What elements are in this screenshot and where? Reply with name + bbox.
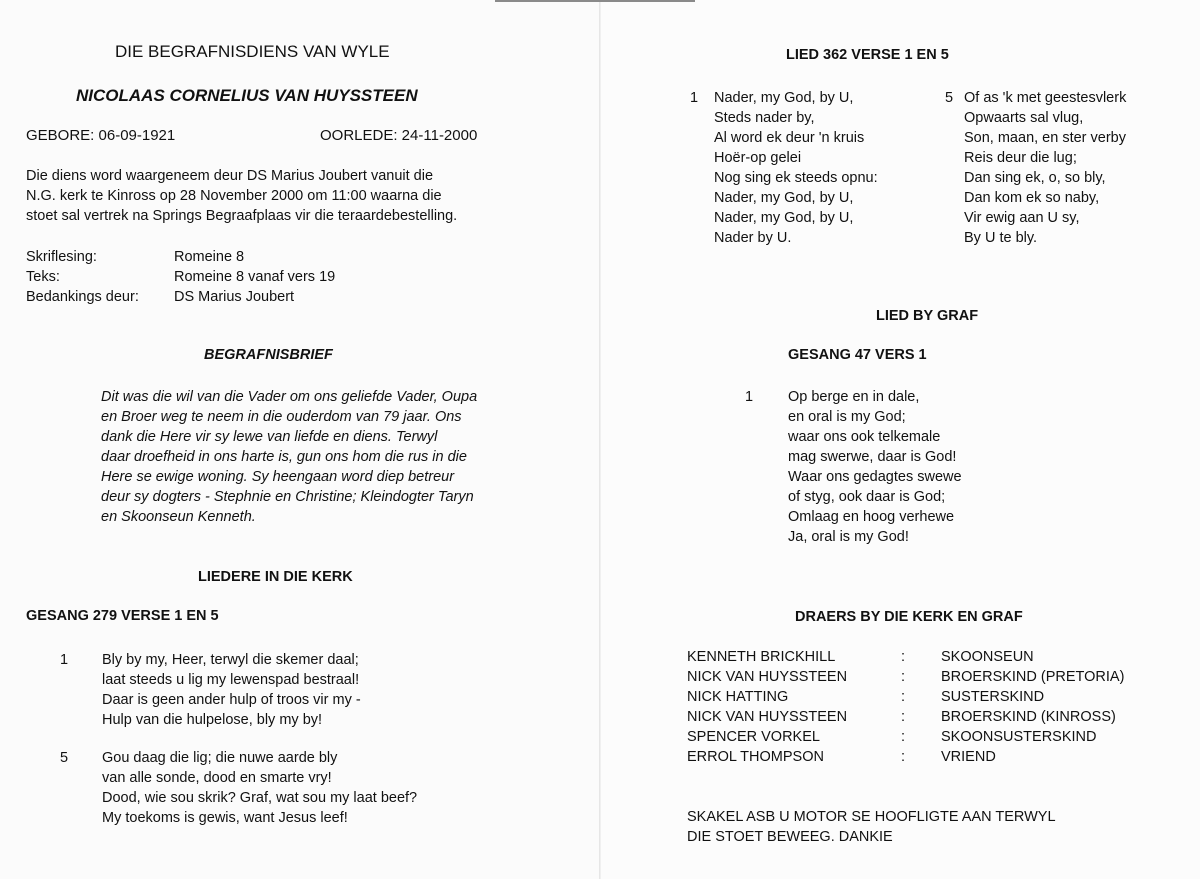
- text-label: Teks:: [26, 269, 60, 285]
- verse-line: Ja, oral is my God!: [788, 529, 909, 545]
- thanks-label: Bedankings deur:: [26, 289, 139, 305]
- verse-1-number: 1: [60, 652, 69, 668]
- top-edge-mark: [495, 0, 695, 2]
- lied-verse-1-number: 1: [690, 90, 699, 106]
- grave-song-heading: LIED BY GRAF: [876, 308, 979, 324]
- verse-line: Al word ek deur 'n kruis: [714, 130, 865, 146]
- closing-notice: [687, 807, 1056, 847]
- lied-verse-5-number: 5: [945, 90, 954, 106]
- verse-line: en oral is my God;: [788, 409, 906, 425]
- letter-line: en Skoonseun Kenneth.: [101, 509, 256, 525]
- birth-date: GEBORE: 06-09-1921: [26, 127, 176, 144]
- letter-line: en Broer weg te neem in die ouderdom van 79 jaar. Ons: [101, 409, 462, 425]
- closing-line: SKAKEL ASB U MOTOR SE HOOFLIGTE AAN TERWYL: [687, 809, 1056, 825]
- verse-line: Of as 'k met geestesvlerk: [964, 90, 1127, 106]
- service-line: Die diens word waargeneem deur DS Marius Joubert vanuit die: [26, 168, 434, 184]
- thanks-value: DS Marius Joubert: [174, 289, 295, 305]
- verse-line: Nader, my God, by U,: [714, 90, 854, 106]
- gesang-47-verse-1: [788, 387, 962, 547]
- verse-line: laat steeds u lig my lewenspad bestraal!: [102, 672, 360, 688]
- church-songs-heading: LIEDERE IN DIE KERK: [198, 569, 353, 585]
- verse-line: waar ons ook telkemale: [788, 429, 941, 445]
- verse-5-number: 5: [60, 750, 69, 766]
- bearer-name: SPENCER VORKEL: [687, 729, 820, 745]
- verse-line: Hoër-op gelei: [714, 150, 802, 166]
- verse-line: Nader, my God, by U,: [714, 190, 854, 206]
- page-fold: [599, 0, 601, 879]
- verse-line: Dan sing ek, o, so bly,: [964, 170, 1106, 186]
- verse-line: Dood, wie sou skrik? Graf, wat sou my laat beef?: [102, 790, 418, 806]
- letter-heading: BEGRAFNISBRIEF: [204, 347, 333, 363]
- service-info: [26, 166, 457, 226]
- letter-line: dank die Here vir sy lewe van liefde en diens. Terwyl: [101, 429, 438, 445]
- verse-line: Nader, my God, by U,: [714, 210, 854, 226]
- letter-line: daar droefheid in ons harte is, gun ons hom die rus in die: [101, 449, 467, 465]
- scripture-label: Skriflesing:: [26, 249, 97, 265]
- verse-line: Nader by U.: [714, 230, 792, 246]
- bearer-relation: SKOONSUSTERSKIND: [941, 729, 1097, 745]
- verse-line: Reis deur die lug;: [964, 150, 1077, 166]
- bearers-heading: DRAERS BY DIE KERK EN GRAF: [795, 609, 1023, 625]
- bearer-relation: BROERSKIND (KINROSS): [941, 709, 1116, 725]
- verse-line: Op berge en in dale,: [788, 389, 920, 405]
- lied-362-verse-1: [714, 88, 878, 248]
- verse-line: mag swerwe, daar is God!: [788, 449, 957, 465]
- verse-line: of styg, ook daar is God;: [788, 489, 946, 505]
- letter-line: Here se ewige woning. Sy heengaan word diep betreur: [101, 469, 455, 485]
- verse-line: Son, maan, en ster verby: [964, 130, 1126, 146]
- text-value: Romeine 8 vanaf vers 19: [174, 269, 336, 285]
- bearer-separator: :: [901, 689, 906, 705]
- verse-line: Waar ons gedagtes swewe: [788, 469, 962, 485]
- verse-line: Opwaarts sal vlug,: [964, 110, 1084, 126]
- letter-line: Dit was die wil van die Vader om ons geliefde Vader, Oupa: [101, 389, 478, 405]
- verse-line: Gou daag die lig; die nuwe aarde bly: [102, 750, 338, 766]
- bearer-name: KENNETH BRICKHILL: [687, 649, 836, 665]
- deceased-name: NICOLAAS CORNELIUS VAN HUYSSTEEN: [76, 86, 418, 105]
- verse-line: Hulp van die hulpelose, bly my by!: [102, 712, 323, 728]
- gesang-47-verse-number: 1: [745, 389, 754, 405]
- closing-line: DIE STOET BEWEEG. DANKIE: [687, 829, 893, 845]
- verse-line: van alle sonde, dood en smarte vry!: [102, 770, 332, 786]
- verse-line: By U te bly.: [964, 230, 1038, 246]
- hymn-279-verse-1: [102, 650, 361, 730]
- bearer-separator: :: [901, 749, 906, 765]
- service-line: stoet sal vertrek na Springs Begraafplaas vir die teraardebestelling.: [26, 208, 458, 224]
- letter-line: deur sy dogters - Stephnie en Christine; Kleindogter Taryn: [101, 489, 474, 505]
- bearer-relation: VRIEND: [941, 749, 996, 765]
- verse-line: Vir ewig aan U sy,: [964, 210, 1080, 226]
- verse-line: Omlaag en hoog verhewe: [788, 509, 955, 525]
- lied-362-heading: LIED 362 VERSE 1 EN 5: [786, 47, 949, 63]
- verse-line: Nog sing ek steeds opnu:: [714, 170, 878, 186]
- verse-line: Steds nader by,: [714, 110, 815, 126]
- bearer-separator: :: [901, 669, 906, 685]
- death-date: OORLEDE: 24-11-2000: [320, 127, 478, 144]
- bearer-name: NICK VAN HUYSSTEEN: [687, 709, 848, 725]
- verse-line: My toekoms is gewis, want Jesus leef!: [102, 810, 348, 826]
- bearer-relation: SUSTERSKIND: [941, 689, 1045, 705]
- verse-line: Bly by my, Heer, terwyl die skemer daal;: [102, 652, 359, 668]
- gesang-47-heading: GESANG 47 VERS 1: [788, 347, 927, 363]
- bearer-separator: :: [901, 649, 906, 665]
- scripture-value: Romeine 8: [174, 249, 245, 265]
- bearer-relation: BROERSKIND (PRETORIA): [941, 669, 1125, 685]
- bearer-separator: :: [901, 709, 906, 725]
- bearer-name: ERROL THOMPSON: [687, 749, 824, 765]
- lied-362-verse-5: [964, 88, 1126, 248]
- service-title: DIE BEGRAFNISDIENS VAN WYLE: [115, 42, 390, 61]
- verse-line: Dan kom ek so naby,: [964, 190, 1100, 206]
- verse-line: Daar is geen ander hulp of troos vir my -: [102, 692, 361, 708]
- bearer-name: NICK HATTING: [687, 689, 789, 705]
- service-line: N.G. kerk te Kinross op 28 November 2000 om 11:00 waarna die: [26, 188, 442, 204]
- funeral-letter: [101, 387, 477, 527]
- bearer-relation: SKOONSEUN: [941, 649, 1034, 665]
- bearer-name: NICK VAN HUYSSTEEN: [687, 669, 848, 685]
- bearer-separator: :: [901, 729, 906, 745]
- hymn-279-verse-5: [102, 748, 417, 828]
- hymn-279-heading: GESANG 279 VERSE 1 EN 5: [26, 608, 219, 624]
